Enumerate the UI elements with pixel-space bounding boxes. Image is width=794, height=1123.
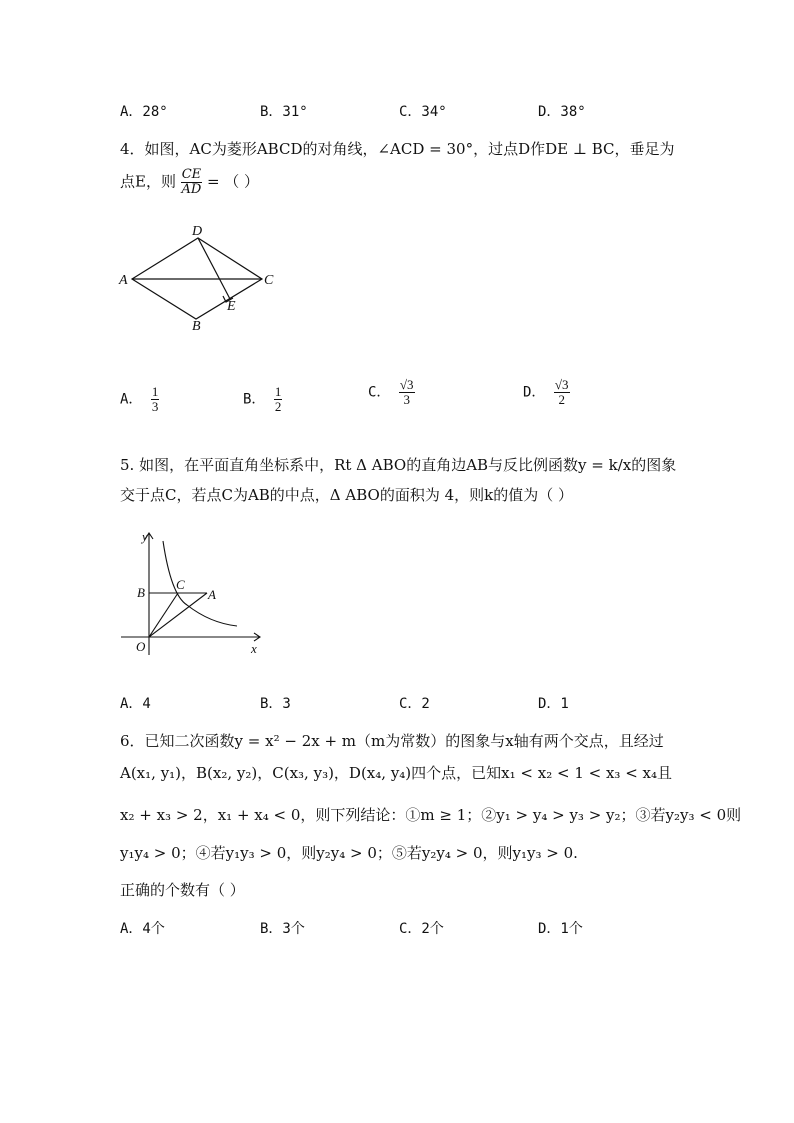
q4-option-c-fraction <box>399 378 415 407</box>
q4-option-b-num: 1 <box>274 384 282 399</box>
q4-option-a-letter: A． <box>120 391 143 408</box>
segment-oa <box>149 593 207 637</box>
label-b: B <box>192 319 201 334</box>
q5-option-c: C．2 <box>399 696 430 712</box>
q6-stem-line2: A(x₁, y₁)，B(x₂, y₂)，C(x₃, y₃)，D(x₄, y₄)四个点，已知x₁ < x₂ < 1 < x₃ < x₄且 <box>120 764 673 782</box>
q6-stem-line1: 6．已知二次函数y = x² − 2x + m（m为常数）的图象与x轴有两个交点，且经过 <box>120 732 664 750</box>
q3-option-b: B．31° <box>260 104 308 120</box>
q5-option-a: A．4 <box>120 696 151 712</box>
q4-ratio-fraction <box>181 168 202 197</box>
q6-stem-line4: y₁y₄ > 0；④若y₁y₃ > 0，则y₂y₄ > 0；⑤若y₂y₄ > 0，则y₁y₃ > 0. <box>120 844 578 862</box>
q4-option-d-letter: D． <box>523 384 546 401</box>
q4-option-a <box>120 385 159 414</box>
q4-option-b <box>243 385 282 414</box>
q4-option-c-den: 3 <box>403 392 410 407</box>
label-c: C <box>264 273 274 288</box>
hyperbola-curve <box>163 541 237 626</box>
q4-option-d-fraction <box>554 378 570 407</box>
q4-option-b-letter: B． <box>243 391 266 408</box>
q4-option-d-num: √3 <box>554 377 569 392</box>
q4-option-c <box>368 378 415 407</box>
q4-rhombus-figure <box>110 220 290 340</box>
q6-option-d: D．1个 <box>538 921 583 937</box>
q4-stem-prefix: 点E，则 <box>120 172 176 191</box>
q4-option-a-fraction <box>151 385 160 414</box>
q4-option-b-den: 2 <box>274 399 282 414</box>
q6-stem-line3: x₂ + x₃ > 2，x₁ + x₄ < 0，则下列结论：①m ≥ 1；②y₁ > y₄ > y₃ > y₂；③若y₂y₃ < 0则 <box>120 806 742 824</box>
q6-option-b: B．3个 <box>260 921 305 937</box>
label-a: A <box>119 273 128 288</box>
q6-option-a: A．4个 <box>120 921 165 937</box>
label-c: C <box>176 577 185 592</box>
label-d: D <box>192 224 203 239</box>
label-y: y <box>142 529 148 544</box>
q6-stem-line5: 正确的个数有（ ） <box>120 881 245 899</box>
q4-option-a-den: 3 <box>151 399 159 414</box>
q5-stem-line1: 5. 如图，在平面直角坐标系中，Rt Δ ABO的直角边AB与反比例函数y = k/x的图象 <box>120 456 677 474</box>
q3-option-d: D．38° <box>538 104 586 120</box>
label-b: B <box>137 585 145 600</box>
q3-option-a: A．28° <box>120 104 168 120</box>
q4-stem-line2 <box>120 168 259 197</box>
q5-option-d: D．1 <box>538 696 569 712</box>
q4-option-d-den: 2 <box>558 392 565 407</box>
segment-de <box>198 238 230 299</box>
q4-ratio-numerator: CE <box>181 167 202 182</box>
q5-coordinate-figure <box>115 525 275 660</box>
q4-option-c-letter: C． <box>368 384 391 401</box>
q4-stem-line1: 4．如图，AC为菱形ABCD的对角线，∠ACD = 30°，过点D作DE ⊥ BC，垂足为 <box>120 140 675 158</box>
label-o: O <box>136 639 146 654</box>
q4-option-b-fraction <box>274 385 283 414</box>
q4-option-d <box>523 378 570 407</box>
segment-oc <box>149 593 178 637</box>
q4-option-a-num: 1 <box>151 384 159 399</box>
label-a: A <box>208 587 216 602</box>
q3-option-c: C．34° <box>399 104 447 120</box>
q4-ratio-denominator: AD <box>181 182 202 197</box>
label-x: x <box>251 641 257 656</box>
q5-stem-line2: 交于点C，若点C为AB的中点，Δ ABO的面积为 4，则k的值为（ ） <box>120 486 574 504</box>
q4-stem-suffix: = （ ） <box>206 172 260 191</box>
q5-option-b: B．3 <box>260 696 291 712</box>
q4-option-c-num: √3 <box>399 377 414 392</box>
label-e: E <box>227 299 236 314</box>
q6-option-c: C．2个 <box>399 921 444 937</box>
